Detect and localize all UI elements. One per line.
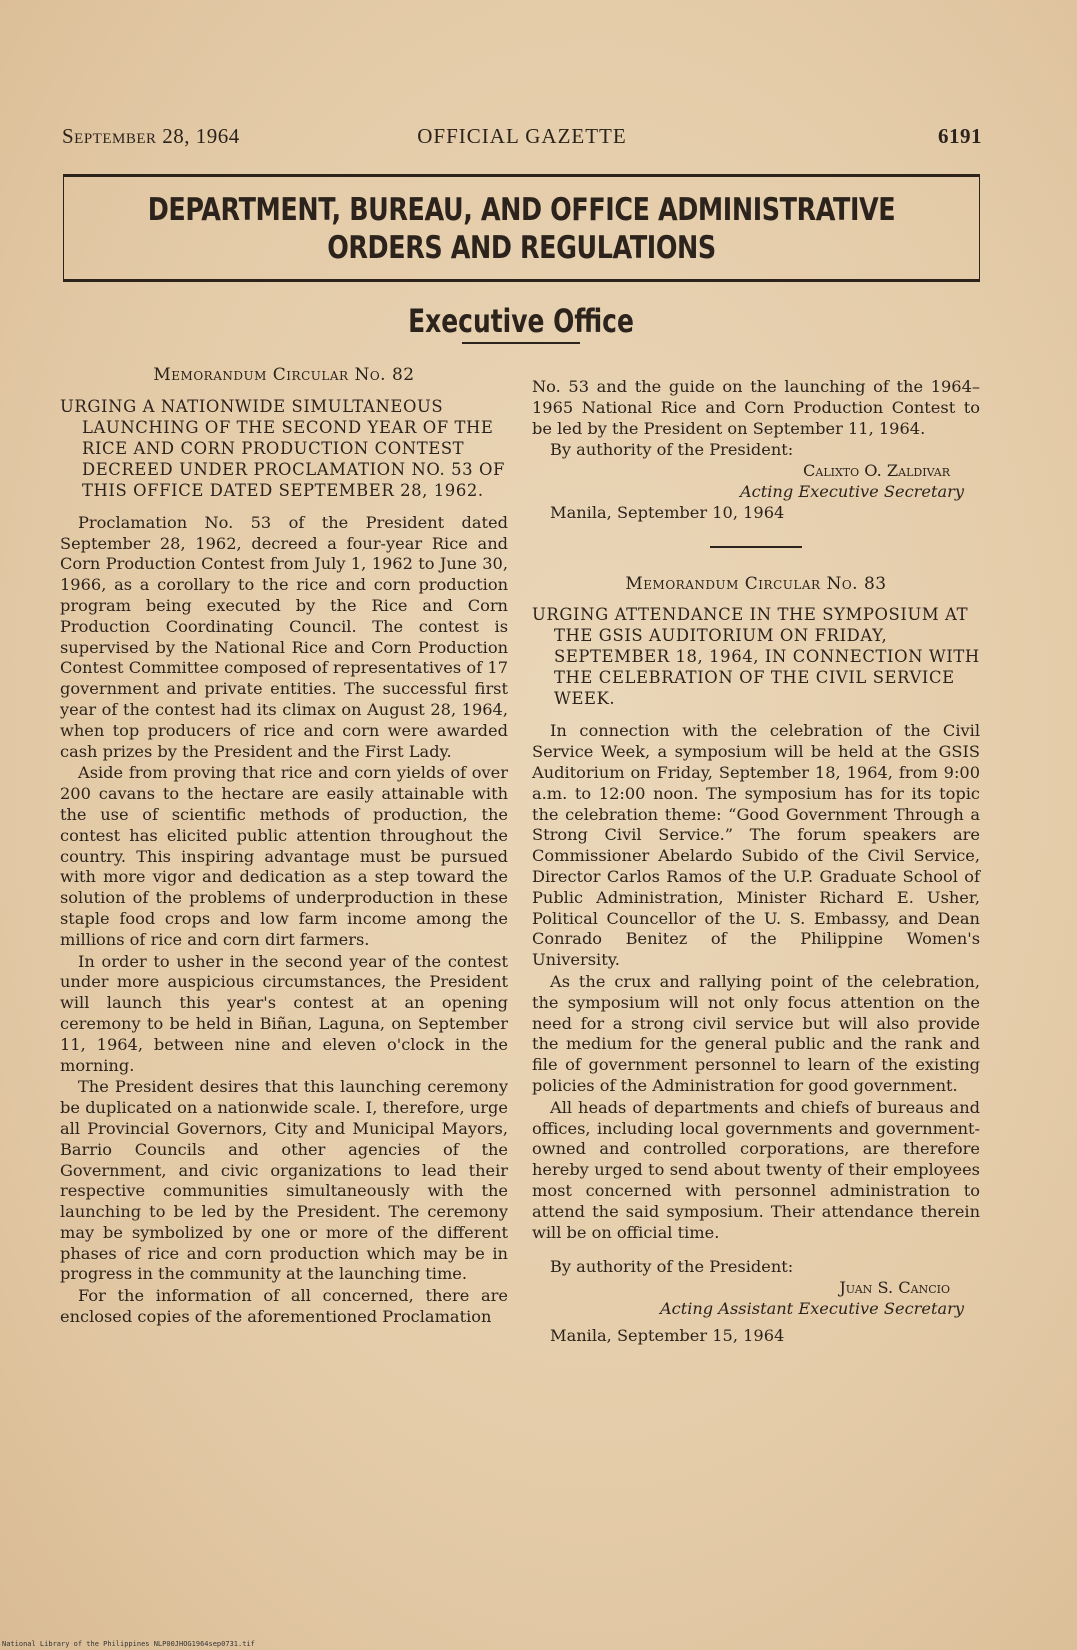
section-title: Executive Office <box>408 302 634 340</box>
memo83-authority: By authority of the President: <box>550 1257 794 1277</box>
memo82-paragraph-3: In order to usher in the second year of the contest under more auspicious circumstances, the President will launch this year's contest at an opening ceremony to be held in Biñan, Laguna, on September 11, 1964, between nine and eleven o'clock in the morning. <box>60 951 508 1075</box>
memo83-title: URGING ATTENDANCE IN THE SYMPOSIUM AT THE GSIS AUDITORIUM ON FRIDAY, SEPTEMBER 18, 1964, IN CONNECTION WITH THE CELEBRATION OF THE CIVIL SERVICE WEEK. <box>532 605 980 709</box>
banner-line-2: ORDERS AND REGULATIONS <box>327 230 716 266</box>
memo-divider <box>710 546 802 548</box>
memo83-dateline: Manila, September 15, 1964 <box>550 1325 785 1345</box>
right-column <box>532 377 980 1346</box>
memo83-paragraph-1: In connection with the celebration of the Civil Service Week, a symposium will be held at the GSIS Auditorium on Friday, September 18, 1964, from 9:00 a.m. to 12:00 noon. The symposium has for its topic the celebration theme: “Good Government Through a Strong Civil Service.” The forum speakers are Commissioner Abelardo Subido of the Civil Service, Director Carlos Ramos of the U.P. Graduate School of Public Administration, Minister Richard E. Usher, Political Councellor of the U. S. Embassy, and Dean Conrado Benitez of the Philippine Women's University. <box>532 721 980 970</box>
memo82-paragraph-2: Aside from proving that rice and corn yields of over 200 cavans to the hectare are easily attainable with the use of scientific methods of production, the contest has elicited public attention throughout the country. This inspiring advantage must be pursued with more vigor and dedication as a step toward the solution of the problems of underproduction in these staple food crops and low farm income among the millions of rice and corn dirt farmers. <box>60 763 508 949</box>
scan-footer: National Library of the Philippines NLP00JHOG1964sep0731.tif <box>2 1640 255 1648</box>
memo83-heading: Memorandum Circular No. 83 <box>625 573 887 594</box>
banner-line-1: DEPARTMENT, BUREAU, AND OFFICE ADMINISTRATIVE <box>147 192 896 228</box>
memo83-paragraph-2: As the crux and rallying point of the celebration, the symposium will not only focus attention on the need for a strong civil service but will also provide the medium for the general public and the rank and file of government personnel to learn of the existing policies of the Administration for good government. <box>532 971 980 1095</box>
memo82-paragraph-5: For the information of all concerned, there are enclosed copies of the aforementioned Proclamation <box>60 1286 508 1327</box>
memo82-paragraph-4: The President desires that this launching ceremony be duplicated on a nationwide scale. I, therefore, urge all Provincial Governors, City and Municipal Mayors, Barrio Councils and other agencies of the Government, and civic organizations to lead their respective communities simultaneously with the launching to be led by the President. The ceremony may be symbolized by one or more of the different phases of rice and corn production which may be in progress in the community at the launching time. <box>60 1077 508 1284</box>
section-divider <box>462 342 580 344</box>
memo83-signer-title: Acting Assistant Executive Secretary <box>659 1298 964 1318</box>
memo82-paragraph-1: Proclamation No. 53 of the President dated September 28, 1962, decreed a four-year Rice and Corn Production Contest from July 1, 1962 to June 30, 1966, as a corollary to the rice and corn production program being executed by the Rice and Corn Production Coordinating Council. The contest is supervised by the National Rice and Corn Production Contest Committee composed of representatives of 17 government and private entities. The successful first year of the contest had its climax on August 28, 1964, when top producers of rice and corn were awarded cash prizes by the President and the First Lady. <box>60 512 508 761</box>
memo82-authority: By authority of the President: <box>550 440 794 460</box>
publication-name: OFFICIAL GAZETTE <box>417 124 627 148</box>
memo82-title: URGING A NATIONWIDE SIMULTANEOUS LAUNCHING OF THE SECOND YEAR OF THE RICE AND CORN PRODUCTION CONTEST DECREED UNDER PROCLAMATION NO. 53 OF THIS OFFICE DATED SEPTEMBER 28, 1962. <box>60 396 505 500</box>
page-number: 6191 <box>938 124 982 148</box>
memo83-paragraph-3: All heads of departments and chiefs of bureaus and offices, including local governments and government-owned and controlled corporations, are therefore hereby urged to send about twenty of their employees most concerned with personnel administration to attend the said symposium. Their attendance therein will be on official time. <box>532 1097 980 1242</box>
running-head <box>62 124 982 154</box>
memo82-signer: Calixto O. Zaldivar <box>802 461 950 481</box>
memo82-continuation: No. 53 and the guide on the launching of the 1964–1965 National Rice and Corn Production Contest to be led by the President on September 11, 1964. <box>532 377 980 438</box>
issue-date: September 28, 1964 <box>62 124 240 148</box>
memo83-signer: Juan S. Cancio <box>839 1278 950 1298</box>
memo82-dateline: Manila, September 10, 1964 <box>550 502 785 522</box>
banner-box <box>63 174 980 282</box>
memo82-heading: Memorandum Circular No. 82 <box>153 365 415 385</box>
left-column <box>60 365 508 1328</box>
memo82-signer-title: Acting Executive Secretary <box>739 481 964 501</box>
